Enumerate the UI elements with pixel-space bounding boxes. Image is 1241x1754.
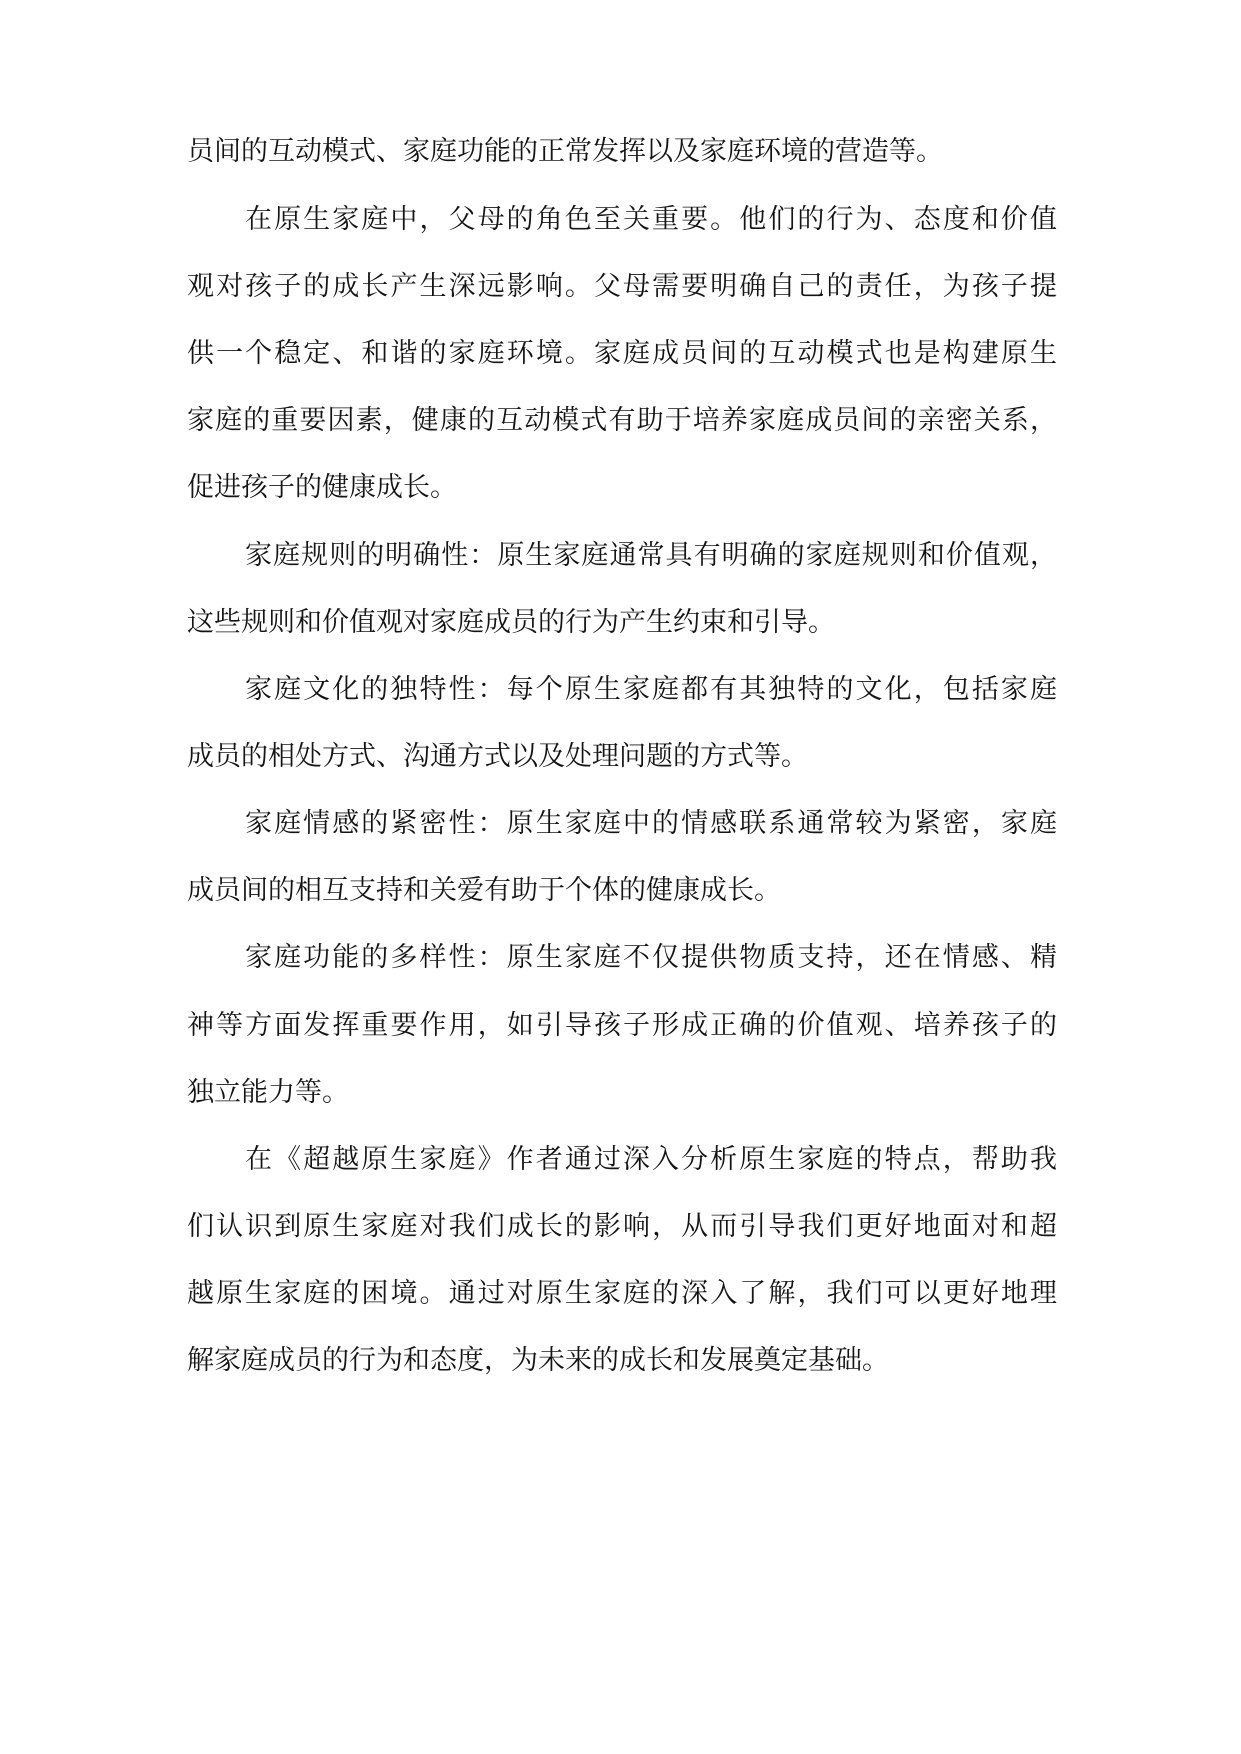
paragraph-line: 在《超越原生家庭》作者通过深入分析原生家庭的特点，帮助我 [245, 1144, 1057, 1175]
paragraph-line: 们认识到原生家庭对我们成长的影响，从而引导我们更好地面对和超 [187, 1211, 1057, 1242]
paragraph-line: 家庭功能的多样性：原生家庭不仅提供物质支持，还在情感、精 [245, 942, 1057, 973]
paragraph-line: 解家庭成员的行为和态度，为未来的成长和发展奠定基础。 [187, 1345, 889, 1376]
paragraph-line: 促进孩子的健康成长。 [187, 472, 457, 503]
paragraph-line: 家庭情感的紧密性：原生家庭中的情感联系通常较为紧密，家庭 [245, 808, 1057, 839]
paragraph-line: 成员的相处方式、沟通方式以及处理问题的方式等。 [187, 741, 808, 772]
paragraph-line: 观对孩子的成长产生深远影响。父母需要明确自己的责任，为孩子提 [187, 271, 1057, 302]
paragraph-line: 在原生家庭中，父母的角色至关重要。他们的行为、态度和价值 [245, 204, 1057, 235]
paragraph-line: 成员间的相互支持和关爱有助于个体的健康成长。 [187, 875, 781, 906]
paragraph-line: 供一个稳定、和谐的家庭环境。家庭成员间的互动模式也是构建原生 [187, 338, 1057, 369]
paragraph-line: 家庭规则的明确性：原生家庭通常具有明确的家庭规则和价值观， [245, 540, 1057, 571]
paragraph-line: 越原生家庭的困境。通过对原生家庭的深入了解，我们可以更好地理 [187, 1278, 1057, 1309]
paragraph-line: 家庭的重要因素，健康的互动模式有助于培养家庭成员间的亲密关系， [187, 405, 1057, 436]
paragraph-line: 这些规则和价值观对家庭成员的行为产生约束和引导。 [187, 607, 835, 638]
paragraph-line: 员间的互动模式、家庭功能的正常发挥以及家庭环境的营造等。 [187, 136, 943, 167]
paragraph-line: 家庭文化的独特性：每个原生家庭都有其独特的文化，包括家庭 [245, 674, 1057, 705]
paragraph-line: 独立能力等。 [187, 1077, 349, 1108]
paragraph-line: 神等方面发挥重要作用，如引导孩子形成正确的价值观、培养孩子的 [187, 1010, 1057, 1041]
